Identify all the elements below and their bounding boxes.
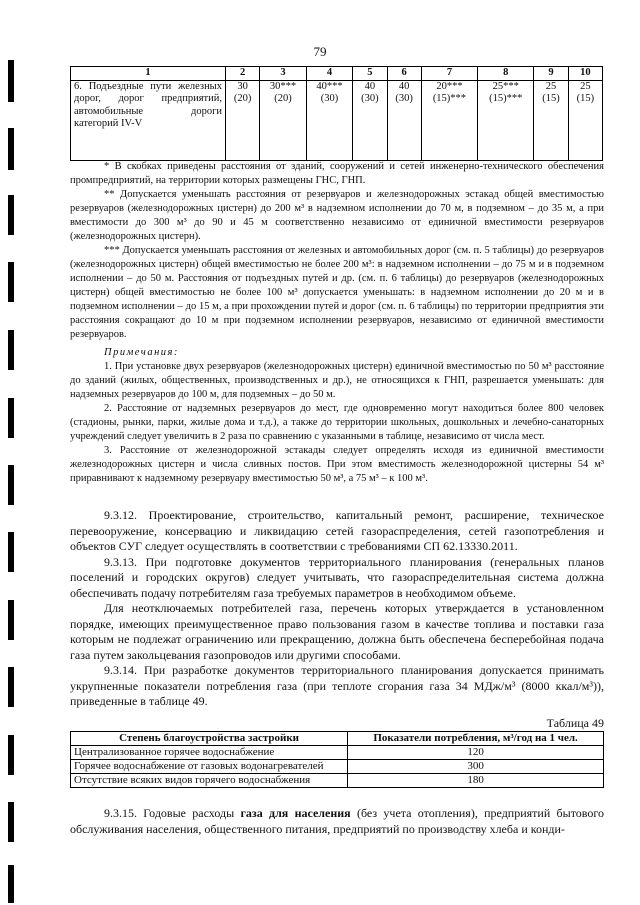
note-2: 2. Расстояние от надземных резервуаров до мест, где одновременно могут находиться более 800 человек (стадионы, рынки, парки, жилые дома и т.д.), а также до территории школьных, дошкольных и лечебно-санаторных учреждений следует увеличить в 2 раза по сравнению с указанными в таблице, независимо от числа мест. bbox=[70, 403, 604, 442]
footnotes bbox=[70, 160, 604, 342]
note-1: 1. При установке двух резервуаров (железнодорожных цистерн) единичной вместимостью по 50 м³ расстояние до зданий (жилых, общественных, производственных и др.), не относящихся к ГНП, разрешается уменьшать: для надземных резервуаров до 100 м, для подземных – до 50 м. bbox=[70, 361, 604, 400]
header-cell: Показатели потребления, м³/год на 1 чел. bbox=[348, 732, 604, 746]
page-number: 79 bbox=[313, 44, 327, 59]
table-row bbox=[71, 80, 603, 160]
binding-mark bbox=[8, 128, 14, 170]
table-cell: 40 (30) bbox=[387, 80, 421, 160]
row-label: Отсутствие всяких видов горячего водоснабжения bbox=[71, 774, 348, 788]
header-cell: 8 bbox=[478, 67, 534, 81]
binding-mark bbox=[8, 262, 14, 302]
table-cell: 25 (15) bbox=[534, 80, 568, 160]
binding-mark bbox=[8, 195, 14, 235]
binding-mark bbox=[8, 398, 14, 438]
binding-mark bbox=[8, 60, 14, 102]
table-cell: 40*** (30) bbox=[306, 80, 353, 160]
binding-mark bbox=[8, 735, 14, 775]
note-3: 3. Расстояние от железнодорожной эстакады следует определять исходя из единичной вместимости железнодорожных цистерн и числа сливных постов. При этом вместимость железнодорожной цистерны 54 м³ приравнивают к надземному резервуару вместимостью 50 м³, а 75 м³ – к 100 м³. bbox=[70, 445, 604, 484]
header-cell: 9 bbox=[534, 67, 568, 81]
paragraph-consumers: Для неотключаемых потребителей газа, перечень которых утверждается в установленном порядке, имеющих преимущественное право пользования газом в качестве топлива и поставки газа которым не подлежат ограничению или прекращению, должна быть обеспечена бесперебойная подача газа путем закольцевания газопроводов или другими способами. bbox=[70, 601, 604, 662]
header-cell: 4 bbox=[306, 67, 353, 81]
table-row bbox=[71, 746, 604, 760]
paragraph-9-3-14: 9.3.14. При разработке документов территориального планирования допускается принимать укрупненные показатели потребления газа (при теплоте сгорания газа 34 МДж/м³ (8000 ккал/м³)), приведенные в таблице 49. bbox=[70, 663, 604, 708]
table-49 bbox=[70, 731, 604, 788]
paragraph-9-3-12: 9.3.12. Проектирование, строительство, капитальный ремонт, расширение, техническое перевооружение, консервацию и ликвидацию сетей газораспределения, сетей газопотребления и объектов СУГ следует осуществлять в соответствии с требованиями СП 62.13330.2011. bbox=[70, 508, 604, 553]
body-text bbox=[70, 508, 604, 710]
binding-mark bbox=[8, 802, 14, 842]
table-cell: 30 (20) bbox=[226, 80, 260, 160]
binding-mark bbox=[8, 667, 14, 707]
header-cell: 5 bbox=[353, 67, 387, 81]
binding-mark bbox=[8, 600, 14, 640]
table-row bbox=[71, 774, 604, 788]
table-header-row bbox=[71, 67, 603, 81]
header-cell: 1 bbox=[71, 67, 226, 81]
binding-mark bbox=[8, 330, 14, 370]
bold-phrase: газа для населения bbox=[240, 806, 351, 820]
binding-mark bbox=[8, 465, 14, 505]
table-cell: 30*** (20) bbox=[260, 80, 307, 160]
row-value: 120 bbox=[348, 746, 604, 760]
header-cell: 3 bbox=[260, 67, 307, 81]
notes bbox=[70, 346, 604, 486]
table-cell: 40 (30) bbox=[353, 80, 387, 160]
paragraph-9-3-15: 9.3.15. Годовые расходы газа для населения (без учета отопления), предприятий бытового обслуживания населения, общественного питания, предприятий по производству хлеба и конди- bbox=[70, 806, 604, 836]
binding-mark bbox=[8, 865, 14, 903]
header-cell: Степень благоустройства застройки bbox=[71, 732, 348, 746]
table-cell: 20*** (15)*** bbox=[421, 80, 477, 160]
table-49-caption: Таблица 49 bbox=[546, 716, 604, 730]
header-cell: 2 bbox=[226, 67, 260, 81]
table-cell: 25 (15) bbox=[568, 80, 602, 160]
header-cell: 7 bbox=[421, 67, 477, 81]
row-label: Централизованное горячее водоснабжение bbox=[71, 746, 348, 760]
header-cell: 6 bbox=[387, 67, 421, 81]
row-value: 300 bbox=[348, 760, 604, 774]
row-label: Горячее водоснабжение от газовых водонагревателей bbox=[71, 760, 348, 774]
row-value: 180 bbox=[348, 774, 604, 788]
footnote-2: ** Допускается уменьшать расстояния от резервуаров и железнодорожных эстакад общей вместимостью резервуаров (железнодорожных цистерн) до 200 м³ в надземном исполнении до 70 м, в подземном – до 35 м, а при вместимости до 300 м³ до 90 и 45 м соответственно независимо от единичной вместимости резервуаров (железнодорожных цистерн). bbox=[70, 189, 604, 242]
table-header-row bbox=[71, 732, 604, 746]
notes-title: Примечания: bbox=[104, 347, 179, 358]
footnote-1: * В скобках приведены расстояния от зданий, сооружений и сетей инженерно-технического обеспечения промпредприятий, на территории которых размещены ГНС, ГНП. bbox=[70, 161, 604, 186]
header-cell: 10 bbox=[568, 67, 602, 81]
paragraph-9-3-13: 9.3.13. При подготовке документов территориального планирования (генеральных планов поселений и городских округов) следует учитывать, что газораспределительная система должна обеспечивать подачу потребителям газа требуемых параметров в необходимом объеме. bbox=[70, 554, 604, 600]
row-label: 6. Подъездные пути железных дорог, дорог предприятий, автомобильные дороги категорий IV-V bbox=[71, 80, 226, 160]
footnote-3: *** Допускается уменьшать расстояния от железных и автомобильных дорог (см. п. 5 таблицы) до резервуаров (железнодорожных цистерн) общей вместимостью не более 200 м³: в надземном исполнении – до 75 м и в подземном исполнении – до 50 м. Расстояния от подъездных путей и др. (см. п. 6 таблицы) до резервуаров (железнодорожных цистерн) общей вместимостью не более 100 м³ допускается уменьшать: в надземном исполнении до 20 м и в подземном исполнении – до 15 м, а при прохождении путей и дорог (см. п. 6 таблицы) по территории предприятия эти расстояния сокращают до 10 м при подземном исполнении резервуаров, независимо от единичной вместимости резервуаров. bbox=[70, 245, 604, 340]
binding-mark bbox=[8, 532, 14, 572]
distance-table bbox=[70, 66, 603, 161]
table-cell: 25*** (15)*** bbox=[478, 80, 534, 160]
table-row bbox=[71, 760, 604, 774]
